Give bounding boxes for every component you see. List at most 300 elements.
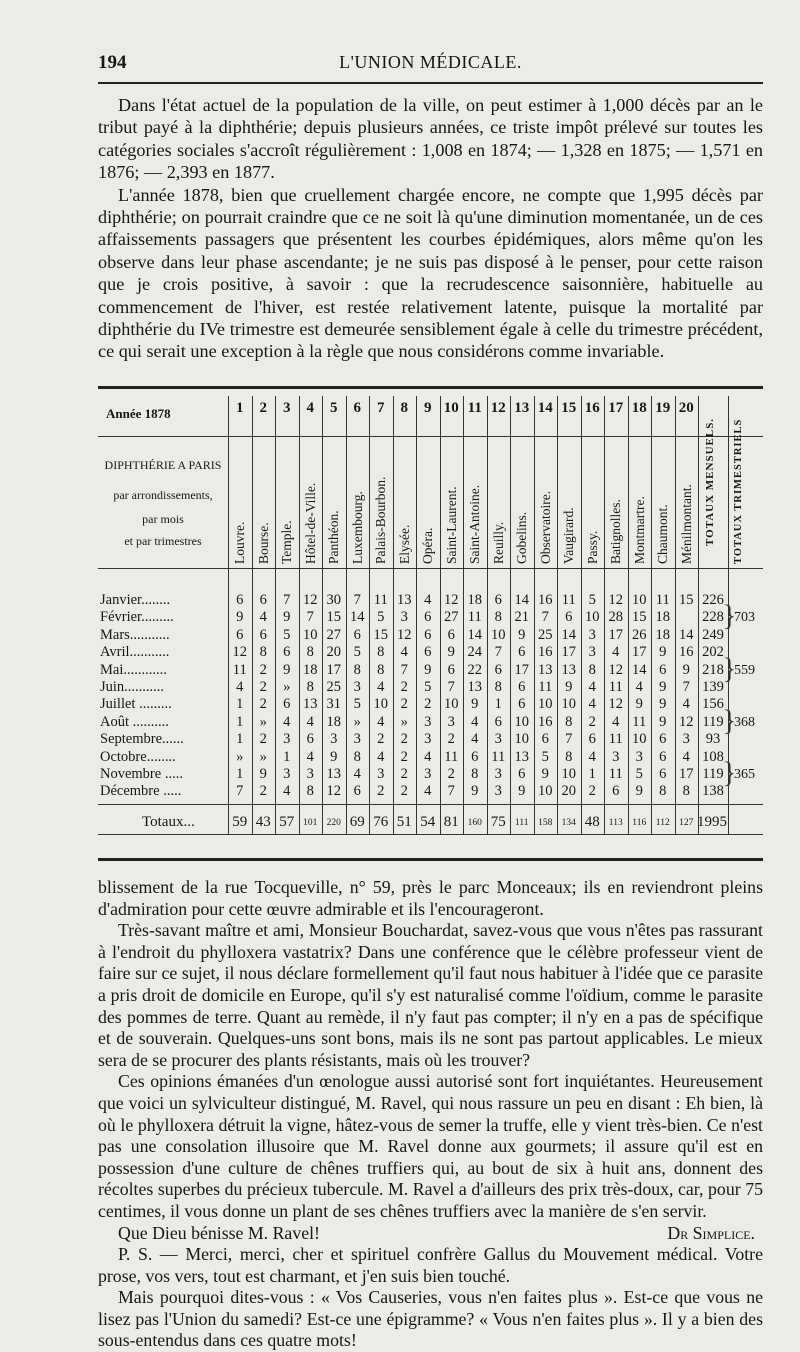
intro-paragraph: Dans l'état actuel de la population de la ville, on peut estimer à 1,000 décès par an le tribut payé à la diphthérie; depuis plusieurs années, ce triste impôt prélevé sur toutes les catégories sociales s'accroît régulièrement : 1,008 en 1874; — 1,328 en 1875; — 1,571 en 1876; — 2,393 en 1877.: [98, 95, 763, 183]
table-cell: 6: [659, 661, 667, 678]
table-cell: 11: [491, 748, 506, 765]
monthly-total: 93: [705, 731, 721, 748]
table-cell: 4: [236, 679, 244, 695]
table-cell: 7: [682, 679, 690, 695]
table-cell: 4: [306, 748, 314, 765]
table-cell: 6: [494, 713, 502, 730]
table-cell: 12: [232, 644, 247, 661]
table-cell: 3: [635, 748, 643, 765]
table-cell: 2: [259, 661, 267, 678]
table-top-rule: [98, 386, 763, 389]
table-cell: 2: [259, 783, 267, 800]
table-cell: 27: [444, 609, 459, 626]
column-total: 134: [561, 818, 576, 828]
monthly-total: 119: [702, 713, 724, 730]
column-number: 14: [537, 400, 553, 416]
table-cell: 1: [236, 766, 244, 782]
table-cell: 4: [588, 696, 596, 713]
table-cell: 3: [283, 766, 291, 782]
table-cell: 8: [494, 679, 502, 695]
table-cell: 7: [447, 679, 455, 695]
column-name: Bourse.: [255, 522, 271, 564]
table-cell: 16: [538, 592, 553, 608]
table-cell: 6: [494, 661, 502, 678]
table-cell: 2: [424, 696, 432, 713]
column-name: Temple.: [279, 520, 294, 564]
column-number: 17: [608, 400, 624, 416]
table-cell: 7: [494, 644, 502, 661]
column-name: Palais-Bourbon.: [373, 476, 388, 564]
row-month: Octobre........: [100, 748, 176, 765]
column-total: 57: [279, 814, 295, 830]
table-cell: 17: [608, 626, 623, 643]
table-cell: 6: [236, 592, 244, 608]
intro-paragraph: L'année 1878, bien que cruellement chargée encore, ne compte que 1,995 décès par diphthérie; on pourrait craindre que ce ne soit là qu'une diminution momentanée, un de ces affaissements passagers que présentent les courbes épidémiques, alors même qu'on les observe dans leur phase ascendante; je ne suis pas disposé à le penser, pour cette raison que je crois positive, à savoir : que la recrudescence saisonnière, habituelle au commencement de l'hiver, est restée relativement latente, puisque la mortalité par diphthérie du IVe trimestre est demeurée sensiblement égale à celle du trimestre précédent, ce qui serait une exception à la règle que nous considérons comme invariable.: [98, 184, 763, 362]
table-cell: 15: [373, 626, 388, 643]
table-cell: 10: [514, 731, 529, 748]
totals-label: Totaux...: [142, 814, 195, 830]
table-cell: 4: [682, 696, 690, 713]
column-number: 7: [377, 400, 385, 416]
column-number: 4: [306, 400, 314, 416]
row-month: Mars...........: [100, 626, 170, 643]
table-cell: 6: [424, 609, 432, 626]
table-cell: 3: [612, 748, 620, 765]
table-cell: 13: [561, 661, 576, 678]
table-cell: 2: [259, 696, 267, 713]
table-cell: 8: [682, 783, 690, 800]
quarterly-total: 703: [734, 610, 755, 626]
table-cell: 8: [306, 783, 314, 800]
table-cell: 8: [494, 609, 502, 626]
table-cell: 6: [283, 696, 291, 713]
table-cell: 3: [330, 731, 338, 748]
table-cell: 6: [518, 679, 526, 695]
table-cell: 3: [353, 679, 361, 695]
table-cell: 12: [608, 592, 623, 608]
column-total: 48: [584, 814, 600, 830]
closing-blessing: Que Dieu bénisse M. Ravel!: [118, 1222, 320, 1243]
table-cell: 1: [494, 696, 502, 713]
row-month: Janvier........: [100, 592, 171, 608]
table-cell: 4: [471, 731, 479, 748]
table-cell: 5: [353, 644, 361, 661]
table-cell: 4: [377, 748, 385, 765]
row-month: Août ..........: [100, 713, 169, 730]
table-cell: 8: [659, 783, 667, 800]
table-cell: 7: [353, 592, 361, 608]
column-name: Observatoire.: [537, 490, 553, 564]
table-cell: 9: [283, 609, 291, 626]
column-total: 51: [396, 814, 412, 830]
table-cell: 12: [444, 592, 459, 608]
table-cell: 4: [471, 713, 479, 730]
diphtheria-table: [98, 396, 763, 851]
table-cell: 1: [588, 766, 596, 782]
table-cell: 11: [538, 679, 553, 695]
table-cell: 9: [330, 748, 338, 765]
column-number: 10: [443, 400, 459, 416]
table-cell: 9: [659, 696, 667, 713]
table-cell: 26: [632, 626, 647, 643]
column-total: 112: [655, 818, 670, 828]
table-cell: 1: [236, 696, 244, 713]
table-cell: 8: [306, 644, 314, 661]
table-cell: 13: [514, 748, 529, 765]
column-name: Opéra.: [420, 527, 435, 564]
body-paragraph: Très-savant maître et ami, Monsieur Bouchardat, savez-vous que vous n'êtes pas rassurant à l'endroit du phylloxera vastatrix? Dans une conférence que le célèbre professeur vient de faire sur ce sujet, il nous déclare formellement qu'il faut nous habituer à l'idée que ce parasite a pris droit de domicile en Europe, qu'il s'y est naturalisé comme l'oïdium, comme le parasite des pommes de terre. Quant au remède, il n'y faut pas compter; il n'y en a pas de spécifique et de souverain. Quelques-uns sont bons, mais ils ne sont pas partout applicables. Le mieux sera de se procurer des plants résistants, mais où les trouver?: [98, 920, 763, 1070]
column-name: Luxembourg.: [349, 491, 365, 564]
table-cell: 8: [259, 644, 267, 661]
table-cell: 1: [283, 748, 291, 765]
column-name: Elysée.: [396, 524, 412, 564]
table-cell: 3: [424, 731, 432, 748]
table-cell: 3: [588, 644, 596, 661]
column-number: 9: [424, 400, 432, 416]
table-cell: 4: [424, 748, 432, 765]
table-cell: 3: [353, 731, 361, 748]
table-cell: 18: [655, 626, 670, 643]
table-cell: 7: [565, 731, 573, 748]
table-cell: 8: [353, 661, 361, 678]
monthly-total: 156: [702, 696, 724, 713]
table-subtitle: par mois: [142, 512, 184, 526]
body-paragraph: Ces opinions émanées d'un œnologue aussi autorisé sont fort inquiétantes. Heureusement que voici un sylviculteur distingué, M. Ravel, qui nous rassure un peu en disant : Eh bien, là où le phylloxera détruit la vigne, hâtez-vous de semer la truffe, elle y vient très-bien. Ce n'est pas une consolation illusoire que M. Ravel donne aux gourmets; il assure qu'il est en possession d'une culture de chênes truffiers qui, au bout de six à huit ans, donnent des récoltes superbes du précieux tubercule. M. Ravel a d'ailleurs des prix très-doux, car, pour 75 centimes, il vous donne un plant de ses chênes truffiers avec la manière de s'en servir.: [98, 1071, 763, 1221]
table-cell: 6: [259, 626, 267, 643]
column-name: Montmartre.: [631, 496, 647, 564]
quarter-brace: }: [722, 651, 737, 685]
table-cell: 6: [236, 626, 244, 643]
table-cell: 14: [632, 661, 647, 678]
table-cell: 8: [306, 679, 314, 695]
table-cell: 7: [306, 609, 314, 626]
table-rule: [98, 436, 763, 437]
table-cell: 10: [491, 626, 506, 643]
table-cell: 8: [471, 766, 479, 782]
table-cell: 9: [447, 644, 455, 661]
grand-total: 1995: [697, 814, 727, 830]
table-cell: 5: [541, 748, 549, 765]
table-cell: 11: [608, 731, 623, 748]
table-cell: 11: [561, 592, 576, 608]
table-cell: 27: [326, 626, 341, 643]
column-number: 2: [259, 400, 267, 416]
column-name: Saint-Laurent.: [443, 486, 459, 564]
table-cell: 10: [538, 783, 553, 800]
table-cell: 15: [679, 592, 694, 608]
table-cell: 2: [400, 679, 408, 695]
table-cell: 16: [538, 644, 553, 661]
quarter-brace: }: [722, 756, 737, 789]
table-cell: 24: [467, 644, 482, 661]
row-month: Juin...........: [100, 679, 165, 695]
table-cell: 18: [303, 661, 318, 678]
table-cell: 25: [538, 626, 553, 643]
table-cell: 1: [236, 713, 244, 730]
table-cell: 14: [467, 626, 482, 643]
table-cell: 6: [353, 783, 361, 800]
table-cell: 13: [538, 661, 553, 678]
row-month: Avril...........: [100, 644, 170, 661]
table-cell: 2: [588, 713, 596, 730]
table-cell: 5: [353, 696, 361, 713]
table-cell: 8: [377, 644, 385, 661]
table-cell: »: [353, 713, 361, 730]
table-cell: 7: [541, 609, 549, 626]
table-cell: 11: [608, 766, 623, 782]
totals-monthly-header: TOTAUX MENSUELS.: [704, 417, 716, 546]
monthly-total: 228: [702, 609, 724, 626]
column-total: 76: [373, 814, 389, 830]
quarter-brace: }: [722, 703, 737, 737]
table-cell: 6: [588, 731, 596, 748]
table-cell: 31: [326, 696, 341, 713]
monthly-total: 226: [702, 592, 724, 608]
table-cell: 11: [444, 748, 459, 765]
quarter-brace: }: [722, 599, 737, 633]
table-cell: 4: [283, 713, 291, 730]
table-cell: 7: [283, 592, 291, 608]
table-subtitle: DIPHTHÉRIE A PARIS: [104, 458, 222, 472]
table-cell: »: [236, 748, 244, 765]
totals-quarterly-header: TOTAUX TRIMESTRIELS: [733, 418, 744, 564]
table-cell: 2: [377, 783, 385, 800]
table-cell: 12: [397, 626, 412, 643]
intro-text: [98, 94, 763, 363]
table-cell: 17: [561, 644, 576, 661]
table-cell: 3: [494, 731, 502, 748]
table-cell: 3: [588, 626, 596, 643]
table-cell: 16: [679, 644, 694, 661]
column-number: 18: [631, 400, 647, 416]
table-cell: 11: [467, 609, 482, 626]
table-cell: 12: [608, 661, 623, 678]
table-cell: 2: [400, 748, 408, 765]
column-name: Ménilmontant.: [678, 484, 694, 564]
table-cell: 9: [682, 661, 690, 678]
table-cell: 7: [447, 783, 455, 800]
table-cell: 2: [447, 731, 455, 748]
table-cell: 2: [259, 679, 267, 695]
table-cell: 6: [518, 644, 526, 661]
column-number: 15: [561, 400, 577, 416]
table-cell: 2: [400, 696, 408, 713]
column-total: 158: [538, 818, 553, 828]
table-cell: 10: [514, 713, 529, 730]
table-cell: 2: [377, 731, 385, 748]
table-cell: 5: [377, 609, 385, 626]
table-cell: 14: [679, 626, 694, 643]
table-cell: 3: [306, 766, 314, 782]
table-cell: 9: [635, 783, 643, 800]
table-cell: 15: [632, 609, 647, 626]
table-cell: 17: [326, 661, 341, 678]
table-cell: 6: [424, 626, 432, 643]
table-cell: 4: [259, 609, 267, 626]
column-number: 3: [283, 400, 291, 416]
table-cell: 4: [377, 713, 385, 730]
table-cell: 11: [373, 592, 388, 608]
monthly-total: 202: [702, 644, 724, 661]
table-cell: 11: [655, 592, 670, 608]
row-month: Décembre .....: [100, 783, 182, 800]
table-cell: 10: [561, 766, 576, 782]
postscript-paragraph: P. S. — Merci, merci, cher et spirituel confrère Gallus du Mouvement médical. Votre prose, vos vers, tout est charmant, et j'en suis bien touché.: [98, 1244, 763, 1286]
table-cell: 9: [635, 696, 643, 713]
table-rule: [98, 834, 763, 835]
table-cell: 4: [635, 679, 643, 695]
table-cell: 8: [377, 661, 385, 678]
table-cell: 6: [353, 626, 361, 643]
column-total: 116: [632, 818, 647, 828]
table-cell: 17: [632, 644, 647, 661]
table-cell: 3: [377, 766, 385, 782]
column-name: Panthéon.: [326, 510, 341, 564]
table-cell: 5: [283, 626, 291, 643]
table-cell: 10: [632, 731, 647, 748]
table-cell: 4: [612, 713, 620, 730]
body-paragraph: blissement de la rue Tocqueville, n° 59, près le parc Monceaux; ils en reviendront pleins d'admiration pour cette œuvre admirable et ils l'encourageront.: [98, 877, 763, 919]
table-cell: 13: [303, 696, 318, 713]
table-cell: 3: [494, 766, 502, 782]
table-cell: 21: [514, 609, 529, 626]
table-cell: 10: [632, 592, 647, 608]
table-cell: 12: [303, 592, 318, 608]
column-total: 111: [514, 818, 529, 828]
column-number: 8: [400, 400, 408, 416]
column-number: 1: [236, 400, 244, 416]
table-cell: 6: [565, 609, 573, 626]
column-name: Hôtel-de-Ville.: [302, 482, 318, 564]
table-bottom-rule: [98, 858, 763, 861]
table-cell: 6: [518, 696, 526, 713]
column-number: 5: [330, 400, 338, 416]
column-total: 54: [420, 814, 436, 830]
column-number: 12: [490, 400, 506, 416]
table-cell: 4: [306, 713, 314, 730]
table-cell: 11: [608, 679, 623, 695]
table-cell: 6: [494, 592, 502, 608]
table-cell: 1: [236, 731, 244, 748]
table-cell: 4: [682, 748, 690, 765]
table-cell: 6: [659, 731, 667, 748]
signature: Dr Simplice.: [667, 1222, 755, 1243]
table-cell: 6: [283, 644, 291, 661]
table-cell: 3: [400, 609, 408, 626]
column-number: 13: [514, 400, 530, 416]
table-cell: 6: [259, 592, 267, 608]
column-total: 220: [326, 818, 341, 828]
quarterly-total: 368: [734, 714, 755, 730]
table-cell: 4: [424, 592, 432, 608]
table-cell: 9: [283, 661, 291, 678]
monthly-total: 138: [702, 783, 724, 800]
table-cell: 9: [259, 766, 267, 782]
table-cell: 6: [518, 766, 526, 782]
table-cell: 4: [424, 783, 432, 800]
table-cell: 2: [400, 731, 408, 748]
table-cell: 5: [588, 592, 596, 608]
table-cell: 4: [377, 679, 385, 695]
table-cell: 3: [494, 783, 502, 800]
row-month: Septembre......: [100, 731, 184, 748]
quarterly-total: 365: [734, 767, 755, 782]
table-cell: 9: [565, 679, 573, 695]
column-number: 6: [353, 400, 361, 416]
table-cell: 10: [373, 696, 388, 713]
table-cell: 18: [467, 592, 482, 608]
header-rule: [98, 82, 763, 84]
table-cell: 6: [659, 748, 667, 765]
table-cell: 13: [397, 592, 412, 608]
table-cell: 12: [326, 783, 341, 800]
table-cell: 2: [588, 783, 596, 800]
table-cell: 4: [588, 748, 596, 765]
table-cell: 3: [424, 713, 432, 730]
postscript-paragraph: Mais pourquoi dites-vous : « Vos Causeries, vous n'en faites plus ». Est-ce que vous ne lisez pas l'Union du samedi? Est-ce une épigramme? « Vous n'en faites plus ». Il y a bien des sous-entendus dans ces quatre mots!: [98, 1287, 763, 1351]
column-total: 69: [349, 814, 365, 830]
table-cell: 11: [632, 713, 647, 730]
table-cell: »: [259, 748, 267, 765]
table-cell: 20: [326, 644, 341, 661]
page-header: [98, 52, 763, 78]
table-cell: 5: [635, 766, 643, 782]
table-cell: 10: [585, 609, 600, 626]
table-cell: 6: [424, 644, 432, 661]
body-text: [98, 877, 763, 1352]
table-cell: 9: [659, 679, 667, 695]
table-cell: 9: [659, 713, 667, 730]
monthly-total: 108: [702, 748, 724, 765]
table-cell: 6: [612, 783, 620, 800]
row-month: Juillet .........: [100, 696, 172, 713]
table-cell: 9: [659, 644, 667, 661]
table-cell: »: [400, 713, 408, 730]
table-cell: 14: [514, 592, 529, 608]
column-number: 16: [584, 400, 600, 416]
table-cell: 3: [424, 766, 432, 782]
table-cell: 6: [447, 661, 455, 678]
table-cell: 6: [306, 731, 314, 748]
column-total: 75: [490, 814, 506, 830]
table-cell: 28: [608, 609, 623, 626]
table-cell: 8: [565, 748, 573, 765]
table-cell: 4: [283, 783, 291, 800]
table-cell: 11: [232, 661, 247, 678]
table-cell: 17: [514, 661, 529, 678]
table-cell: 14: [561, 626, 576, 643]
row-month: Février.........: [100, 609, 174, 626]
column-total: 113: [608, 818, 623, 828]
closing-line: [98, 1223, 763, 1245]
table-cell: 4: [612, 644, 620, 661]
column-total: 59: [232, 814, 248, 830]
table-cell: 8: [353, 748, 361, 765]
column-total: 160: [467, 818, 482, 828]
column-name: Reuilly.: [490, 521, 506, 564]
table-subtitle: et par trimestres: [124, 534, 202, 548]
column-name: Chaumont.: [655, 504, 670, 564]
table-cell: 18: [655, 609, 670, 626]
column-name: Louvre.: [232, 521, 247, 564]
table-cell: 2: [400, 783, 408, 800]
table-cell: »: [283, 679, 291, 695]
table-cell: 10: [538, 696, 553, 713]
column-name: Passy.: [584, 530, 600, 564]
table-cell: 12: [679, 713, 694, 730]
table-cell: 12: [608, 696, 623, 713]
column-name: Vaugirard.: [561, 507, 576, 564]
